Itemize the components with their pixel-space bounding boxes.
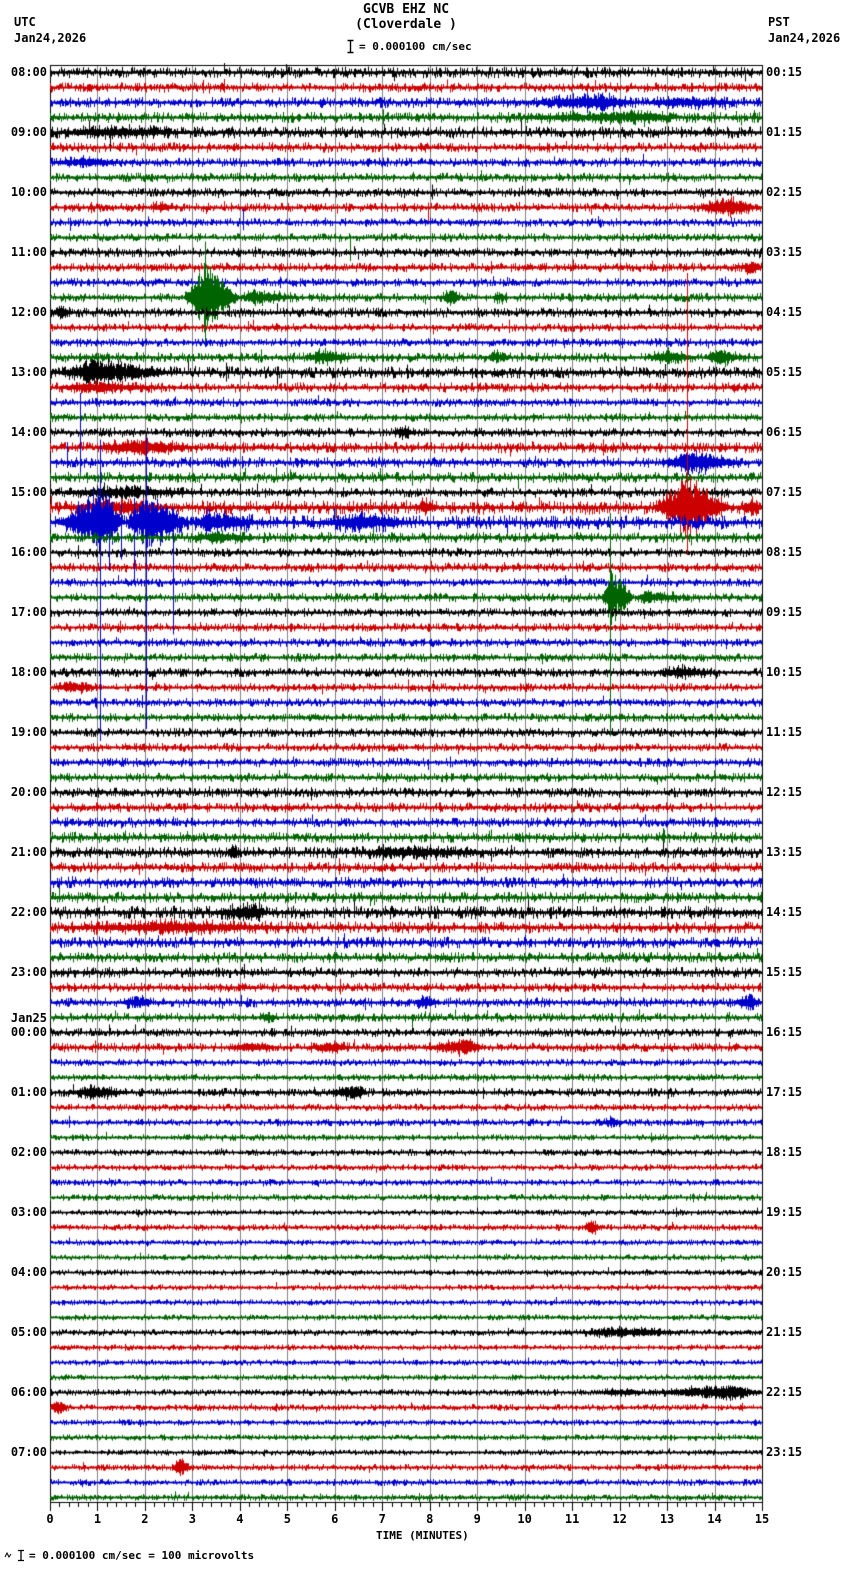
- x-axis-tick-label: 12: [612, 1512, 627, 1526]
- pst-hour-label: 20:15: [766, 1265, 803, 1279]
- x-axis-tick-label: 14: [707, 1512, 722, 1526]
- pst-hour-label: 01:15: [766, 125, 803, 139]
- utc-hour-label: 01:00: [10, 1085, 47, 1099]
- utc-hour-label: 19:00: [10, 725, 47, 739]
- footer-text: = 0.000100 cm/sec = 100 microvolts: [29, 1549, 255, 1562]
- pst-hour-label: 14:15: [766, 905, 803, 919]
- pst-hour-label: 09:15: [766, 605, 803, 619]
- scale-text: = 0.000100 cm/sec: [359, 40, 472, 53]
- utc-hour-label: 20:00: [10, 785, 47, 799]
- pst-hour-label: 10:15: [766, 665, 803, 679]
- pst-hour-label: 05:15: [766, 365, 803, 379]
- utc-hour-label: 13:00: [10, 365, 47, 379]
- utc-hour-label: 05:00: [10, 1325, 47, 1339]
- right-date: Jan24,2026: [768, 31, 841, 45]
- pst-hour-label: 00:15: [766, 65, 803, 79]
- utc-hour-label: 11:00: [10, 245, 47, 259]
- x-axis-tick-label: 9: [473, 1512, 481, 1526]
- pst-hour-label: 07:15: [766, 485, 803, 499]
- footer-scale-note: [4, 1549, 254, 1562]
- date-change-label: Jan25: [10, 1011, 47, 1025]
- utc-hour-label: 09:00: [10, 125, 47, 139]
- pst-hour-label: 19:15: [766, 1205, 803, 1219]
- left-date: Jan24,2026: [14, 31, 87, 45]
- utc-hour-label: 14:00: [10, 425, 47, 439]
- x-axis-tick-label: 13: [659, 1512, 675, 1526]
- utc-hour-label: 03:00: [10, 1205, 47, 1219]
- pst-hour-label: 11:15: [766, 725, 803, 739]
- x-axis-tick-label: 1: [93, 1512, 102, 1526]
- utc-hour-label: 10:00: [10, 185, 47, 199]
- utc-hour-label: 21:00: [10, 845, 47, 859]
- pst-hour-label: 04:15: [766, 305, 803, 319]
- left-timezone: UTC: [14, 15, 36, 29]
- utc-hour-label: 06:00: [10, 1385, 47, 1399]
- utc-hour-label: 22:00: [10, 905, 47, 919]
- x-axis-title: TIME (MINUTES): [376, 1529, 469, 1542]
- utc-hour-label: 08:00: [10, 65, 47, 79]
- utc-hour-label: 18:00: [10, 665, 47, 679]
- pst-hour-label: 08:15: [766, 545, 803, 559]
- x-axis-tick-label: 6: [331, 1512, 339, 1526]
- pst-hour-label: 23:15: [766, 1445, 803, 1459]
- utc-hour-label: 12:00: [10, 305, 47, 319]
- utc-hour-label: 15:00: [10, 485, 47, 499]
- pst-hour-label: 16:15: [766, 1025, 803, 1039]
- x-axis-tick-label: 0: [46, 1512, 54, 1526]
- utc-hour-label: 04:00: [10, 1265, 47, 1279]
- pst-hour-label: 13:15: [766, 845, 803, 859]
- utc-hour-label: 02:00: [10, 1145, 47, 1159]
- x-axis-tick-label: 3: [188, 1512, 196, 1526]
- pst-hour-label: 15:15: [766, 965, 803, 979]
- wiggle-icon: [4, 1552, 13, 1559]
- utc-hour-label: 16:00: [10, 545, 47, 559]
- amplitude-scale: [346, 39, 472, 54]
- x-axis-tick-label: 2: [141, 1512, 149, 1526]
- pst-hour-label: 03:15: [766, 245, 803, 259]
- x-axis-tick-label: 7: [378, 1512, 386, 1526]
- x-axis-tick-label: 5: [283, 1512, 291, 1526]
- pst-hour-label: 21:15: [766, 1325, 803, 1339]
- pst-hour-label: 18:15: [766, 1145, 803, 1159]
- x-axis-tick-label: 10: [517, 1512, 532, 1526]
- station-title: GCVB EHZ NC: [362, 2, 450, 17]
- x-axis-tick-label: 4: [236, 1512, 244, 1526]
- pst-hour-label: 06:15: [766, 425, 803, 439]
- utc-hour-label: 17:00: [10, 605, 47, 619]
- scale-bar-icon: [346, 39, 355, 54]
- utc-hour-label: 00:00: [10, 1025, 47, 1039]
- pst-hour-label: 22:15: [766, 1385, 803, 1399]
- pst-hour-label: 02:15: [766, 185, 803, 199]
- scale-bar-icon: [17, 1549, 25, 1562]
- utc-hour-label: 23:00: [10, 965, 47, 979]
- right-timezone: PST: [768, 15, 790, 29]
- utc-hour-label: 07:00: [10, 1445, 47, 1459]
- pst-hour-label: 17:15: [766, 1085, 803, 1099]
- x-axis-tick-label: 15: [754, 1512, 770, 1526]
- x-axis-tick-label: 11: [564, 1512, 580, 1526]
- x-axis-tick-label: 8: [426, 1512, 434, 1526]
- station-location: (Cloverdale ): [355, 17, 457, 32]
- pst-hour-label: 12:15: [766, 785, 803, 799]
